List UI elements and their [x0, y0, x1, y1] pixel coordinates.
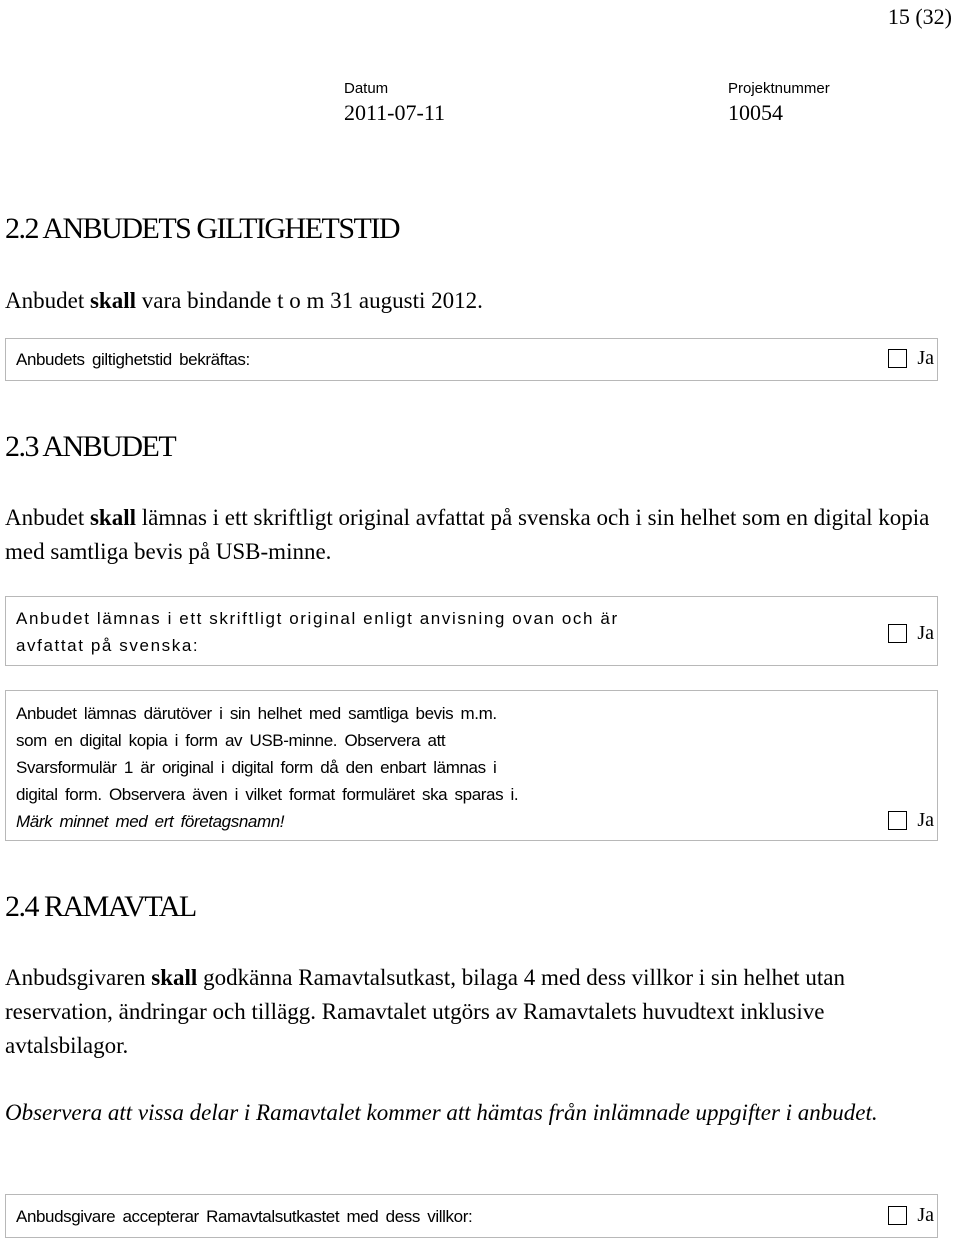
- paragraph-text: lämnas i ett skriftligt original avfattat på svenska och i sin helhet som en digital kopia med samtliga bevis på USB-minne.: [5, 505, 930, 564]
- paragraph-text: vara bindande t o m 31 augusti 2012.: [136, 288, 483, 313]
- paragraph-text: Anbudsgivaren: [5, 965, 152, 990]
- paragraph-emphasis: skall: [89, 505, 136, 530]
- checkbox-label: Ja: [917, 809, 934, 831]
- validity-confirmation-text: Anbudets giltighetstid bekräftas:: [16, 350, 250, 369]
- paragraph-text: Anbudet: [5, 288, 90, 313]
- checkbox-label: Ja: [917, 622, 934, 644]
- project-number-label: Projektnummer: [728, 80, 830, 97]
- section-heading-2-3: 2.3 ANBUDET: [5, 430, 176, 463]
- digital-copy-text-line: Svarsformulär 1 är original i digital form då den enbart lämnas i: [16, 758, 497, 777]
- checkbox[interactable]: [888, 811, 907, 830]
- checkbox[interactable]: [888, 349, 907, 368]
- paragraph-emphasis: skall: [89, 288, 136, 313]
- project-number-value: 10054: [728, 100, 783, 125]
- date-label: Datum: [344, 80, 389, 97]
- digital-copy-text-line: Anbudet lämnas därutöver i sin helhet med samtliga bevis m.m.: [16, 704, 497, 723]
- digital-copy-text-line: som en digital kopia i form av USB-minne. Observera att: [16, 731, 446, 750]
- validity-paragraph: [5, 284, 483, 318]
- paragraph-text: godkänna Ramavtalsutkast, bilaga 4 med dess villkor i sin helhet utan reservation, ändringar och tillägg. Ramavtalet utgörs av Ramavtalets huvudtext inklusive avtalsbilagor.: [5, 965, 846, 1058]
- framework-agreement-paragraph: [5, 961, 948, 1063]
- checkbox[interactable]: [888, 624, 907, 643]
- paragraph-emphasis: skall: [151, 965, 198, 990]
- digital-copy-instruction: Märk minnet med ert företagsnamn!: [16, 812, 285, 831]
- framework-agreement-note: Observera att vissa delar i Ramavtalet kommer att hämtas från inlämnade uppgifter i anbudet.: [5, 1100, 878, 1125]
- original-document-text-line: Anbudet lämnas i ett skriftligt original enligt anvisning ovan och är: [16, 609, 619, 628]
- date-value: 2011-07-11: [344, 100, 446, 125]
- checkbox-label: Ja: [917, 347, 934, 369]
- page-number: 15 (32): [887, 4, 952, 29]
- original-document-text-line: avfattat på svenska:: [16, 636, 200, 655]
- original-document-checkbox-group[interactable]: [888, 622, 934, 645]
- section-heading-2-2: 2.2 ANBUDETS GILTIGHETSTID: [5, 212, 400, 245]
- checkbox[interactable]: [888, 1206, 907, 1225]
- digital-copy-text-line: digital form. Observera även i vilket format formuläret ska sparas i.: [16, 785, 519, 804]
- framework-acceptance-text: Anbudsgivare accepterar Ramavtalsutkastet med dess villkor:: [16, 1207, 473, 1226]
- section-heading-2-4: 2.4 RAMAVTAL: [5, 890, 196, 923]
- framework-acceptance-checkbox-group[interactable]: [888, 1204, 934, 1227]
- digital-copy-checkbox-group[interactable]: [888, 809, 934, 832]
- tender-paragraph: [5, 501, 948, 569]
- paragraph-text: Anbudet: [5, 505, 90, 530]
- checkbox-label: Ja: [917, 1204, 934, 1226]
- validity-confirmation-checkbox-group[interactable]: [888, 347, 934, 370]
